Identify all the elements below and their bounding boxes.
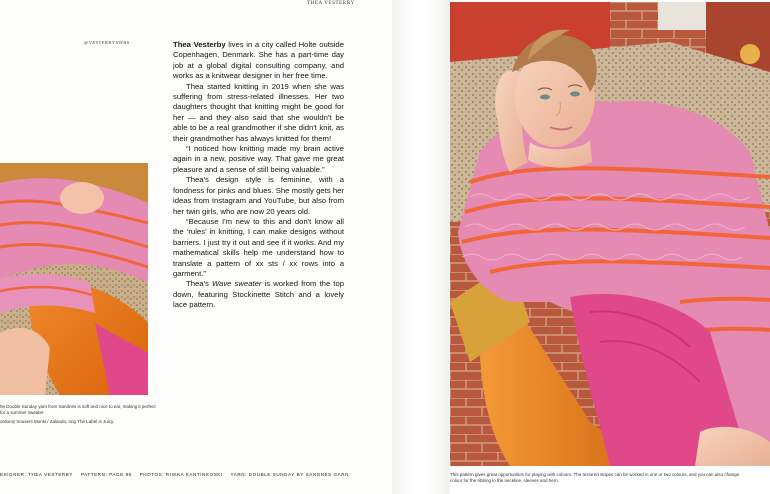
left-photo-caption: he Double Sunday yarn from Sandnes is soft and nice to ear, making it perfect for a summer sweater. orduroy trousers Monki / Zalando, ring The Label is Juicy. xyxy=(0,404,156,425)
right-page xyxy=(450,0,770,494)
paragraph-5: “Because I'm new to this and don't know all the ‘rules’ in knitting, I can make designs without barriers. I just try it out and see if it works. And my mathematical skills help me understand how to translate a pattern of xx sts / xx rows into a garment.” xyxy=(173,216,344,278)
instagram-handle: @VESTERBYSWBS xyxy=(84,40,130,45)
right-photo-caption: This pattern gives great opportunities for playing with colours. The textured stripes can be worked in one or two colours, and you can also change colour for the ribbing in the neckline, sleeves and hem. xyxy=(450,472,740,484)
photo-credit: PHOTOS: RIIKKA KANTINKOSKI xyxy=(139,472,223,477)
paragraph-1: Thea Vesterby lives in a city called Holte outside Copenhagen, Denmark. She has a part-time day job at a global digital consulting company, and works as a knitwear designer in her free time. xyxy=(173,40,344,81)
paragraph-6: Thea's Wave sweater is worked from the top down, featuring Stockinette Stitch and a lovely lace pattern. xyxy=(173,279,344,310)
model-photo xyxy=(450,2,770,466)
designer-credit: ESIGNER: THEA VESTERBY xyxy=(0,472,74,477)
paragraph-4: Thea's design style is feminine, with a fondness for pinks and blues. She mostly gets her ideas from Instagram and YouTube, but also from her twin girls, who are now 20 years old. xyxy=(173,175,344,216)
binding-gutter xyxy=(392,0,450,494)
paragraph-2: Thea started knitting in 2019 when she was suffering from stress-related illnesses. Her two daughters thought that knitting might be good for her — and they also said that she wouldn't be able to be a real grandmother if she didn't knit, as their grandmother has always knitted for them! xyxy=(173,81,344,143)
paragraph-3: “I noticed how knitting made my brain active again in a new, positive way. That gave me great pleasure and a sense of still being valuable.” xyxy=(173,144,344,174)
article-body xyxy=(173,40,344,311)
pattern-credit: PATTERN: PAGE 96 xyxy=(80,472,132,477)
sweater-closeup-photo xyxy=(0,163,148,395)
yarn-credit: YARN: DOUBLE SUNDAY BY SANDNES GARN xyxy=(230,472,349,477)
credits-line xyxy=(0,472,350,477)
running-head: THEA VESTERBY xyxy=(307,1,355,6)
designer-name: Thea Vesterby xyxy=(173,40,226,49)
